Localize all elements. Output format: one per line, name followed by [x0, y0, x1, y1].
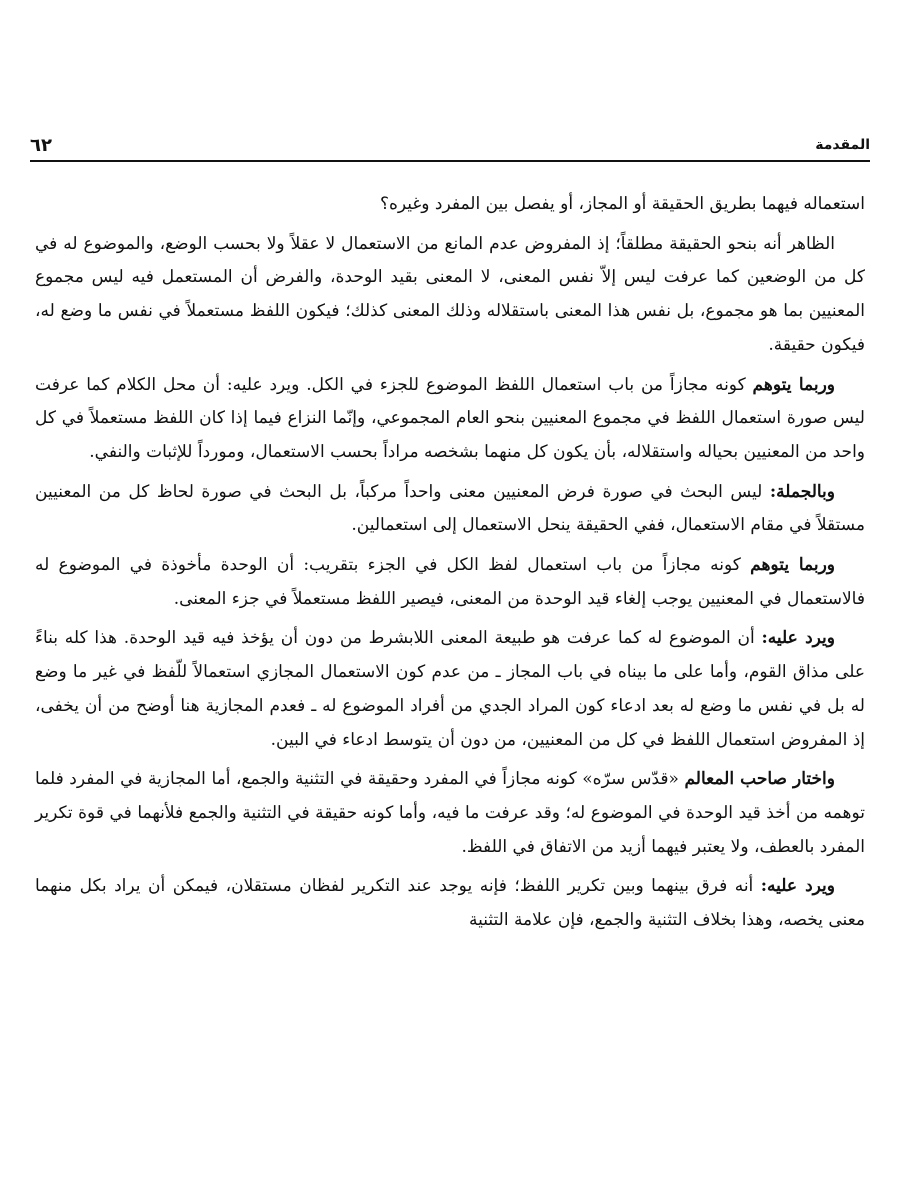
paragraph [35, 369, 865, 470]
paragraph-lead: واختار صاحب المعالم [684, 769, 835, 790]
paragraph [35, 549, 865, 616]
paragraph-text: ليس البحث في صورة فرض المعنيين معنى واحداً مركباً، بل البحث في صورة لحاظ كل من المعنيين مستقلاً في مقام الاستعمال، ففي الحقيقة ينحل الاستعمال إلى استعمالين. [35, 481, 865, 536]
paragraph [35, 870, 865, 937]
paragraph-text: استعماله فيهما بطريق الحقيقة أو المجاز، أو يفصل بين المفرد وغيره؟ [379, 194, 865, 214]
paragraph-lead: ويرد عليه: [761, 628, 835, 649]
paragraph-text: أن الموضوع له كما عرفت هو طبيعة المعنى اللابشرط من دون أن يؤخذ فيه قيد الوحدة. هذا كله بناءً على مذاق القوم، وأما على ما بيناه في باب المجاز ـ من عدم كون الاستعمال المجازي استعمالاً للّفظ في غير ما وضع له بل في نفس ما وضع له بعد ادعاء كون المراد الجدي من أفراد الموضوع له ـ فعدم المجازية هنا أوضح من أن يخفى، إذ المفروض استعمال اللفظ في كل من المعنيين، من دون أن يتوسط ادعاء في البين. [35, 628, 865, 750]
paragraph [35, 622, 865, 757]
paragraph [35, 188, 865, 222]
paragraph [35, 763, 865, 864]
page-number: ٦٢ [30, 134, 52, 156]
paragraph-text: كونه مجازاً من باب استعمال لفظ الكل في الجزء بتقريب: أن الوحدة مأخوذة في الموضوع له فالاستعمال في المعنيين يوجب إلغاء قيد الوحدة من المعنى، فيصير اللفظ مستعملاً في جزء المعنى. [35, 555, 865, 609]
paragraph-text: الظاهر أنه بنحو الحقيقة مطلقاً؛ إذ المفروض عدم المانع من الاستعمال لا عقلاً ولا بحسب الوضع، والموضوع له في كل من الوضعين كما عرفت ليس إلاّ نفس المعنى، لا المعنى بقيد الوحدة، والفرض أن المستعمل فيه ليس مجموع المعنيين بما هو مجموع، بل نفس هذا المعنى باستقلاله وذلك المعنى كذلك؛ فيكون اللفظ مستعملاً في نفس ما وضع له، فيكون حقيقة. [35, 233, 865, 355]
page-header [30, 130, 870, 162]
running-title: المقدمة [815, 137, 870, 153]
paragraph [35, 228, 865, 363]
paragraph-text: كونه مجازاً من باب استعمال اللفظ الموضوع للجزء في الكل. ويرد عليه: أن محل الكلام كما عرفت ليس صورة استعمال اللفظ في مجموع المعنيين بنحو العام المجموعي، وإنّما النزاع فيما إذا كان اللفظ مستعملاً في كل واحد من المعنيين بحياله واستقلاله، بأن يكون كل منهما بشخصه مراداً بحسب الاستعمال، ومورداً للإثبات والنفي. [35, 374, 865, 462]
paragraph-lead: وبالجملة: [769, 481, 835, 502]
paragraph-lead: ويرد عليه: [760, 876, 835, 897]
paragraph-lead: وربما يتوهم [750, 555, 835, 576]
paragraph-lead: وربما يتوهم [752, 374, 836, 395]
paragraph-text: «قدّس سرّه» كونه مجازاً في المفرد وحقيقة في التثنية والجمع، أما المجازية في المفرد فلما توهمه من أخذ قيد الوحدة في الموضوع له؛ وقد عرفت ما فيه، وأما كونه حقيقة في التثنية والجمع فلأنهما في قوة تكرير المفرد بالعطف، ولا يعتبر فيهما أزيد من الاتفاق في اللفظ. [35, 769, 865, 857]
paragraph-text: أنه فرق بينهما وبين تكرير اللفظ؛ فإنه يوجد عند التكرير لفظان مستقلان، فيمكن أن يراد بكل منهما معنى يخصه، وهذا بخلاف التثنية والجمع، فإن علامة التثنية [35, 876, 865, 931]
paragraph [35, 476, 865, 543]
body-text [35, 188, 865, 1090]
